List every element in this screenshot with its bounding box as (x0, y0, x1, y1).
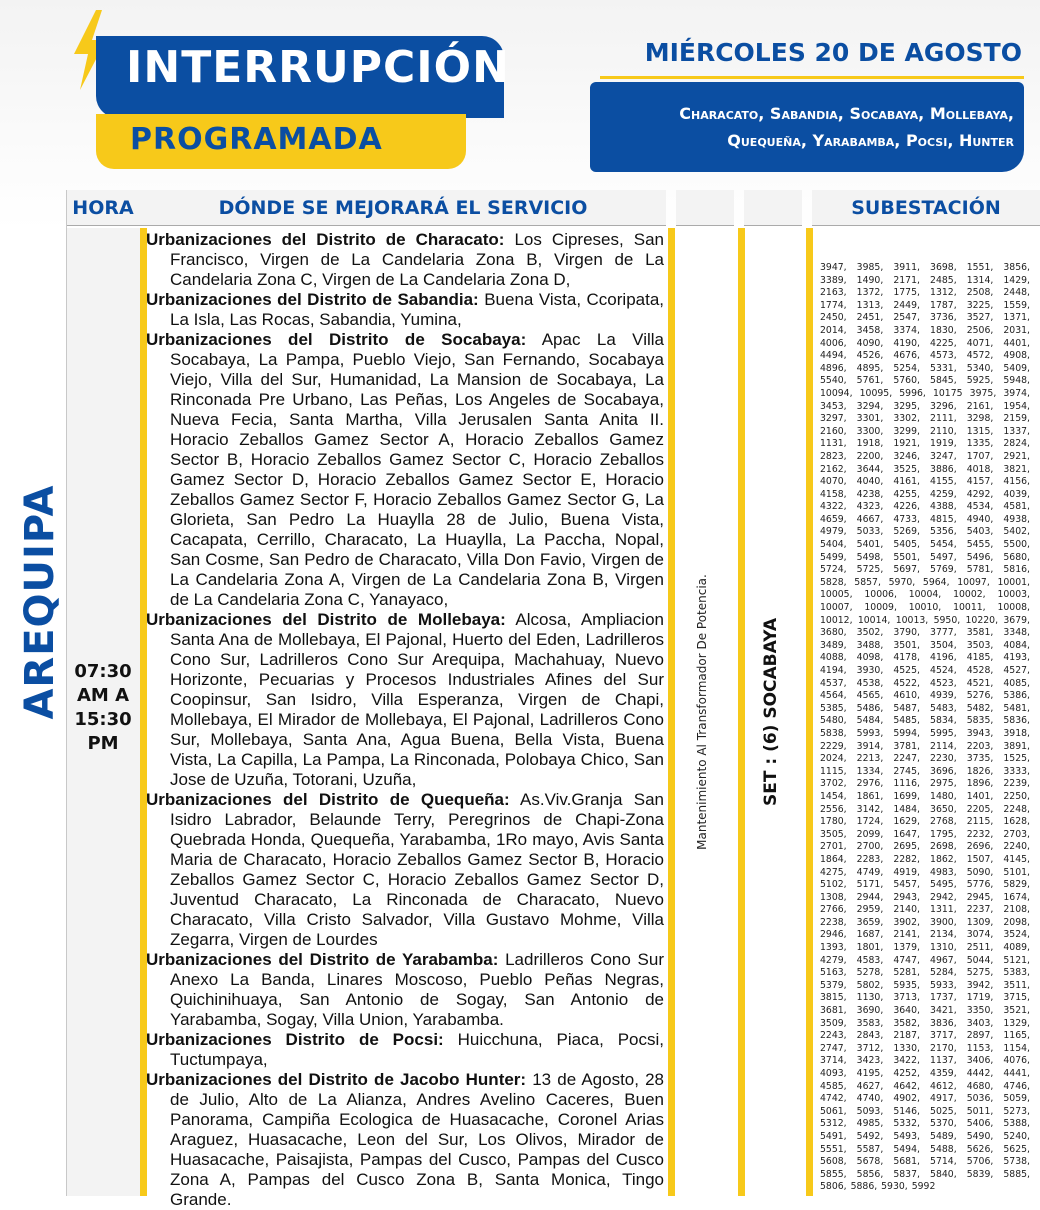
title-line1: INTERRUPCIÓN (126, 42, 510, 93)
date-underline (600, 76, 1024, 79)
time-line: 07:30 (74, 661, 132, 682)
district-areas: As.Viv.Granja San Isidro Labrador, Belaunde Terry, Peregrinos de Chapi-Zona Quebrada Honda, Quequeña, Yarabamba, 1Ro mayo, Avis Santa Maria de Characato, Horacio Zeballos Gamez Sector B, Horacio Zeballos Gamez Sector C, Horacio Zeballos Gamez Sector D, Juventud Characato, La Rinconada de Characato, Nuevo Characato, Villa Cristo Salvador, Villa Gustavo Mohme, Villa Zegarra, Virgen de Lourdes (170, 790, 664, 949)
set-column (744, 228, 802, 1196)
column-header-activity (676, 190, 734, 226)
column-header-set (744, 190, 802, 226)
district-section (146, 230, 664, 290)
district-label: Urbanizaciones del Distrito de Sabandia: (146, 290, 479, 309)
district-label: Urbanizaciones del Distrito de Yarabamba: (146, 950, 499, 969)
districts-line1: Characato, Sabandia, Socabaya, Mollebaya, (679, 104, 1014, 123)
district-section (146, 1070, 664, 1210)
district-areas: 13 de Agosto, 28 de Julio, Alto de La Alianza, Andres Avelino Caceres, Buen Panorama, Campiña Ecologica de Huasacache, Coronel Arias Araguez, Huasacache, Leon del Sur, Los Olivos, Mirador de Huasacache, Paisajista, Pampas del Cusco, Pampas del Cusco Zona A, Pampas del Cusco Zona B, Santa Monica, Tingo Grande. (170, 1070, 664, 1209)
district-areas: Huicchuna, Piaca, Pocsi, Tuctumpaya, (170, 1030, 664, 1069)
subtitle-banner (96, 114, 466, 169)
district-label: Urbanizaciones del Distrito de Characato: (146, 230, 505, 249)
substation-set: SET : (6) SOCABAYA (761, 617, 781, 807)
district-label: Urbanizaciones del Distrito de Mollebaya: (146, 610, 506, 629)
district-label: Urbanizaciones del Distrito de Quequeña: (146, 790, 510, 809)
districts-box (590, 82, 1024, 172)
district-section (146, 290, 664, 330)
district-label: Urbanizaciones del Distrito de Jacobo Hunter: (146, 1070, 527, 1089)
districts-line2: Quequeña, Yarabamba, Pocsi, Hunter (727, 131, 1014, 150)
column-header-subestacion: SUBESTACIÓN (812, 190, 1040, 226)
district-section (146, 330, 664, 610)
column-header-donde: DÓNDE SE MEJORARÁ EL SERVICIO (140, 190, 666, 226)
district-label: Urbanizaciones Distrito de Pocsi: (146, 1030, 444, 1049)
time-line: 15:30 (74, 709, 132, 730)
time-line: PM (87, 733, 119, 754)
district-areas: Buena Vista, Ccoripata, La Isla, Las Rocas, Sabandia, Yumina, (170, 290, 665, 329)
district-label: Urbanizaciones del Distrito de Socabaya: (146, 330, 527, 349)
district-section (146, 1030, 664, 1070)
title-banner (96, 36, 510, 118)
column-header-hora: HORA (66, 190, 140, 226)
district-areas: Los Cipreses, San Francisco, Virgen de La Candelaria Zona B, Virgen de La Candelaria Zona C, Virgen de La Candelaria Zona D, (170, 230, 664, 289)
affected-areas (146, 230, 664, 1210)
time-range (66, 660, 140, 756)
district-areas: Alcosa, Ampliacion Santa Ana de Mollebaya, El Pajonal, Huerto del Eden, Ladrilleros Cono Sur, Ladrilleros Cono Sur Arequipa, Machahuay, Nuevo Horizonte, Pecuarias y Procesos Industriales Afines del Sur Coopinsur, San Isidro, Villa Esperanza, Virgen de Chapi, Mollebaya, El Mirador de Mollebaya, El Pajonal, Ladrilleros Cono Sur, Mollebaya, Santa Ana, Agua Buena, Bella Vista, Buena Vista, La Capilla, La Pampa, La Rinconada, Polobaya Chico, San Jose de Uzuña, Totorani, Uzuña, (170, 610, 664, 789)
district-areas: Apac La Villa Socabaya, La Pampa, Pueblo Viejo, San Fernando, Socabaya Viejo, Villa del Sur, Humanidad, La Mansion de Socabaya, La Rinconada Pre Urbano, Las Peñas, Los Angeles de Socabaya, Nueva Fecia, Santa Martha, Villa Jerusalen Santa Anita II. Horacio Zeballos Gamez Sector A, Horacio Zeballos Gamez Sector B, Horacio Zeballos Gamez Sector C, Horacio Zeballos Gamez Sector D, Horacio Zeballos Gamez Sector E, Horacio Zeballos Gamez Sector F, Horacio Zeballos Gamez Sector G, La Glorieta, San Pedro La Huaylla 28 de Julio, Buena Vista, Cacapata, Cerrillo, Characato, La Huaylla, La Paccha, Nopal, San Cosme, San Pedro de Characato, Villa Don Favio, Virgen de La Candelaria Zona A, Virgen de La Candelaria Zona B, Virgen de La Candelaria Zona C, Yanayaco, (170, 330, 664, 609)
district-section (146, 790, 664, 950)
district-areas: Ladrilleros Cono Sur Anexo La Banda, Linares Moscoso, Pueblo Peñas Negras, Quichinihuaya, San Antonio de Sogay, San Antonio de Yarabamba, Sogay, Villa Union, Yarabamba. (170, 950, 664, 1029)
substation-codes: 3947, 3985, 3911, 3698, 1551, 3856, 3389, 1490, 2171, 2485, 1314, 1429, 2163, 1372, 1775, 1312, 2508, 2448, 1774, 1313, 2449, 1787, 3225, 1559, 2450, 2451, 2547, 3736, 3527, 1371, 2014, 3458, 3374, 1830, 2506, 2031, 4006, 4090, 4190, 4225, 4071, 4401, 4494, 4526, 4676, 4573, 4572, 4908, 4896, 4895, 5254, 5331, 5340, 5409, 5540, 5761, 5760, 5845, 5925, 5948, 10094, 10095, 5996, 10175 3975, 3974, 3453, 3294, 3295, 3296, 2161, 1954, 3297, 3301, 3302, 2111, 3298, 2159, 2160, 3300, 3299, 2110, 1315, 1337, 1131, 1918, 1921, 1919, 1335, 2824, 2823, 2200, 3246, 3247, 1707, 2921, 2162, 3644, 3525, 3886, 4018, 3821, 4070, 4040, 4161, 4155, 4157, 4156, 4158, 4238, 4255, 4259, 4292, 4039, 4322, 4323, 4226, 4388, 4534, 4581, 4659, 4667, 4733, 4815, 4940, 4938, 4979, 5033, 5269, 5356, 5403, 5402, 5404, 5401, 5405, 5454, 5455, 5500, 5499, 5498, 5501, 5497, 5496, 5680, 5724, 5725, 5697, 5769, 5781, 5816, 5828, 5857, 5970, 5964, 10097, 10001, 10005, 10006, 10004, 10002, 10003, 10007, 10009, 10010, 10011, 10008, 10012, 10014, 10013, 5950, 10220, 3679, 3680, 3502, 3790, 3777, 3581, 3348, 3489, 3488, 3501, 3504, 3503, 4084, 4088, 4098, 4178, 4196, 4185, 4193, 4194, 3930, 4525, 4524, 4528, 4527, 4537, 4538, 4522, 4523, 4521, 4085, 4564, 4565, 4610, 4939, 5276, 5386, 5385, 5486, 5487, 5483, 5482, 5481, 5480, 5484, 5485, 5834, 5835, 5836, 5838, 5993, 5994, 5995, 3943, 3918, 2229, 3914, 3781, 2114, 2203, 3891, 2024, 2213, 2247, 2230, 3735, 1525, 1115, 1334, 2745, 3696, 1826, 3333, 3702, 2976, 1116, 2975, 1896, 2239, 1454, 1861, 1699, 1480, 1401, 2250, 2556, 3142, 1484, 3650, 2205, 2248, 1780, 1724, 1629, 2768, 2115, 1628, 3505, 2099, 1647, 1795, 2232, 2703, 2701, 2700, 2695, 2698, 2696, 2240, 1864, 2283, 2282, 1862, 1507, 4145, 4275, 4749, 4919, 4983, 5090, 5101, 5102, 5171, 5457, 5495, 5776, 5829, 1308, 2944, 2943, 2942, 2945, 1674, 2766, 2959, 2140, 1311, 2237, 2108, 2238, 3659, 3902, 3900, 1309, 2098, 2946, 1687, 2141, 2134, 3074, 3524, 1393, 1801, 1379, 1310, 2511, 4089, 4279, 4583, 4747, 4967, 5044, 5121, 5163, 5278, 5281, 5284, 5275, 5383, 5379, 5802, 5935, 5933, 3942, 3511, 3815, 1130, 3713, 1737, 1719, 3715, 3681, 3690, 3640, 3421, 3350, 3521, 3509, 3583, 3582, 3836, 3403, 1329, 2243, 2843, 2187, 3717, 2897, 1165, 2747, 3712, 1330, 2170, 1153, 1154, 3714, 3423, 3422, 1137, 3406, 4076, 4093, 4195, 4252, 4359, 4442, 4441, 4585, 4627, 4642, 4612, 4680, 4746, 4742, 4740, 4902, 4917, 5036, 5059, 5061, 5093, 5146, 5025, 5011, 5273, 5312, 4985, 5332, 5370, 5406, 5388, 5491, 5492, 5493, 5489, 5490, 5240, 5551, 5587, 5494, 5488, 5626, 5625, 5608, 5678, 5681, 5714, 5706, 5738, 5855, 5856, 5837, 5840, 5839, 5885, 5806, 5886, 5930, 5992 (820, 262, 1030, 1193)
city-label: AREQUIPA (17, 484, 63, 720)
column-divider (668, 228, 675, 1196)
activity-description: Mantenimiento Al Transformador De Potencia. (695, 574, 709, 850)
title-line2: PROGRAMADA (130, 122, 383, 157)
district-section (146, 610, 664, 790)
time-line: AM A (76, 685, 130, 706)
activity-column (676, 228, 734, 1196)
event-date: MIÉRCOLES 20 DE AGOSTO (644, 38, 1022, 67)
column-divider (806, 228, 813, 1196)
district-section (146, 950, 664, 1030)
